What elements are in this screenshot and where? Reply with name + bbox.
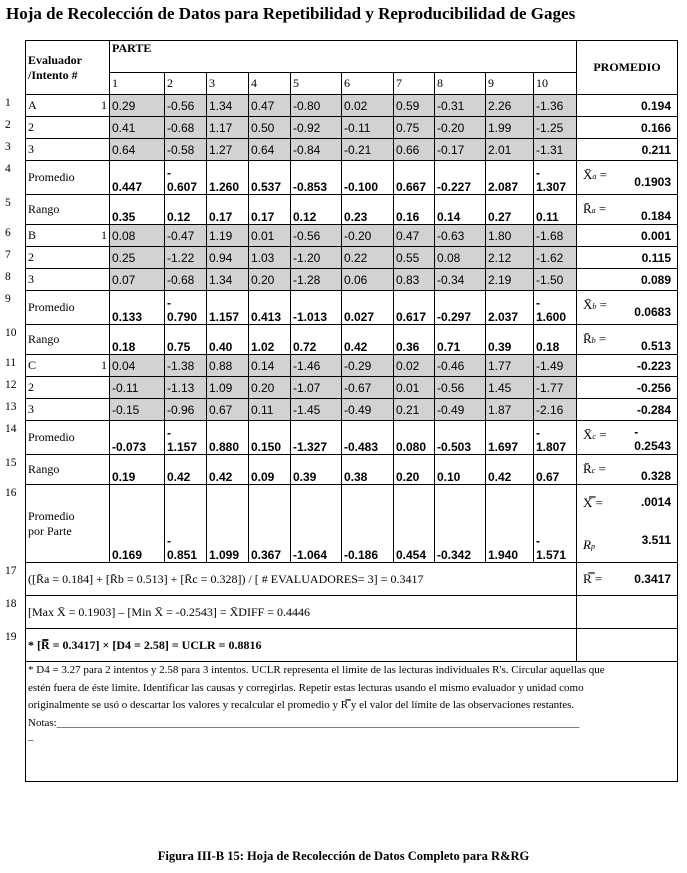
cell: 0.72 <box>291 325 342 355</box>
cell: -0.56 <box>291 225 342 247</box>
part-header-8: 8 <box>435 73 486 95</box>
promedio-cell <box>577 95 678 117</box>
promedio-value: -0.223 <box>636 359 671 373</box>
cell: 1.03 <box>249 247 291 269</box>
promedio-value: 0.089 <box>640 273 671 287</box>
cell: 1.260 <box>207 161 249 195</box>
cell: 0.17 <box>207 195 249 225</box>
cell: -1.064 <box>291 485 342 563</box>
data-row-3 <box>26 139 678 161</box>
promedio-value: 0.184 <box>640 209 671 223</box>
note-text <box>26 662 678 782</box>
stat-symbol: X̄b = <box>583 297 607 312</box>
cell: 1.697 <box>486 421 534 455</box>
row-label: 3 <box>26 399 110 421</box>
cell: 1.02 <box>249 325 291 355</box>
row-number-column <box>5 0 25 740</box>
row-label: 3 <box>26 269 110 291</box>
cell: 0.75 <box>394 117 435 139</box>
promedio-cell <box>577 269 678 291</box>
row-label: Rango <box>26 195 110 225</box>
row-label: A 1 <box>26 95 110 117</box>
cell: -0.58 <box>165 139 207 161</box>
cell: 1.17 <box>207 117 249 139</box>
promedio-cell <box>577 485 678 563</box>
cell: -0.073 <box>110 421 165 455</box>
cell: -1.013 <box>291 291 342 325</box>
cell: -0.34 <box>435 269 486 291</box>
cell: 0.14 <box>249 355 291 377</box>
data-row-15 <box>26 455 678 485</box>
cell: -0.227 <box>435 161 486 195</box>
data-row-6 <box>26 225 678 247</box>
evaluador-header: Evaluador /Intento # <box>26 41 110 95</box>
cell: 0.01 <box>249 225 291 247</box>
cell: 0.38 <box>342 455 394 485</box>
cell: -0.342 <box>435 485 486 563</box>
promedio-value: -0.256 <box>636 381 671 395</box>
part-header-7: 7 <box>394 73 435 95</box>
promedio-value: 0.1903 <box>634 175 671 189</box>
cell: -1.46 <box>291 355 342 377</box>
cell: 0.12 <box>165 195 207 225</box>
part-header-1: 1 <box>110 73 165 95</box>
row-label: Promedio <box>26 291 110 325</box>
cell: 0.617 <box>394 291 435 325</box>
cell: -1.28 <box>291 269 342 291</box>
promedio-cell <box>577 325 678 355</box>
cell: 0.537 <box>249 161 291 195</box>
cell: -0.46 <box>435 355 486 377</box>
cell: 1.87 <box>486 399 534 421</box>
cell: - 1.157 <box>165 421 207 455</box>
data-row-10 <box>26 325 678 355</box>
data-row-14 <box>26 421 678 455</box>
cell: 0.29 <box>110 95 165 117</box>
cell: -0.63 <box>435 225 486 247</box>
promedio-cell <box>577 377 678 399</box>
part-header-10: 10 <box>534 73 577 95</box>
cell: -0.96 <box>165 399 207 421</box>
row-number-1: 1 <box>5 96 11 109</box>
promedio-cell <box>577 247 678 269</box>
cell: 0.39 <box>291 455 342 485</box>
row-number-18: 18 <box>5 597 17 610</box>
cell: -1.327 <box>291 421 342 455</box>
cell: - 1.307 <box>534 161 577 195</box>
promedio-cell <box>577 291 678 325</box>
cell: 0.16 <box>394 195 435 225</box>
gage-rr-table <box>25 40 678 782</box>
stat-symbol-rp: Rp <box>583 537 595 552</box>
cell: 0.11 <box>534 195 577 225</box>
cell: - 0.607 <box>165 161 207 195</box>
stat-symbol: R̄c = <box>583 461 606 476</box>
rbarbar-cell <box>577 563 678 596</box>
row-label: 3 <box>26 139 110 161</box>
cell: 0.11 <box>249 399 291 421</box>
cell: 0.169 <box>110 485 165 563</box>
cell: -1.77 <box>534 377 577 399</box>
cell: -0.853 <box>291 161 342 195</box>
cell: 0.55 <box>394 247 435 269</box>
part-header-9: 9 <box>486 73 534 95</box>
cell: -0.29 <box>342 355 394 377</box>
part-header-3: 3 <box>207 73 249 95</box>
cell: 0.59 <box>394 95 435 117</box>
row-number-2: 2 <box>5 118 11 131</box>
cell: 1.77 <box>486 355 534 377</box>
cell: -0.92 <box>291 117 342 139</box>
data-row-8 <box>26 269 678 291</box>
cell: 0.133 <box>110 291 165 325</box>
cell: 0.42 <box>207 455 249 485</box>
promedio-cell <box>577 421 678 455</box>
cell: 0.413 <box>249 291 291 325</box>
row-number-4: 4 <box>5 162 11 175</box>
cell: 1.99 <box>486 117 534 139</box>
data-row-13 <box>26 399 678 421</box>
cell: 0.50 <box>249 117 291 139</box>
row-label: Rango <box>26 455 110 485</box>
cell: -1.20 <box>291 247 342 269</box>
cell: 0.14 <box>435 195 486 225</box>
cell: 0.64 <box>110 139 165 161</box>
cell: -0.20 <box>435 117 486 139</box>
promedio-value: 0.0683 <box>634 305 671 319</box>
data-row-1 <box>26 95 678 117</box>
row-number-16: 16 <box>5 486 17 499</box>
cell: 0.027 <box>342 291 394 325</box>
promedio-value: 0.194 <box>640 99 671 113</box>
promedio-cell <box>577 225 678 247</box>
cell: 0.42 <box>165 455 207 485</box>
cell: -0.297 <box>435 291 486 325</box>
cell: -0.17 <box>435 139 486 161</box>
data-row-5 <box>26 195 678 225</box>
cell: -0.84 <box>291 139 342 161</box>
cell: 0.39 <box>486 325 534 355</box>
cell: 0.06 <box>342 269 394 291</box>
cell: -1.45 <box>291 399 342 421</box>
cell: 0.42 <box>342 325 394 355</box>
cell: 0.20 <box>249 269 291 291</box>
promedio-cell <box>577 139 678 161</box>
promedio-header: PROMEDIO <box>577 41 678 95</box>
cell: 0.83 <box>394 269 435 291</box>
row-label: 2 <box>26 377 110 399</box>
cell: -1.36 <box>534 95 577 117</box>
cell: - 1.571 <box>534 485 577 563</box>
cell: 0.150 <box>249 421 291 455</box>
cell: 2.19 <box>486 269 534 291</box>
cell: 0.12 <box>291 195 342 225</box>
cell: 0.01 <box>394 377 435 399</box>
cell: -0.31 <box>435 95 486 117</box>
row-label: B 1 <box>26 225 110 247</box>
row-number-6: 6 <box>5 226 11 239</box>
cell: 0.09 <box>249 455 291 485</box>
cell: 0.27 <box>486 195 534 225</box>
part-header-5: 5 <box>291 73 342 95</box>
cell: 2.01 <box>486 139 534 161</box>
cell: -0.80 <box>291 95 342 117</box>
cell: 0.36 <box>394 325 435 355</box>
document-title: Hoja de Recolección de Datos para Repetibilidad y Reproducibilidad de Gages <box>6 4 576 23</box>
row-label: 2 <box>26 247 110 269</box>
cell: 1.09 <box>207 377 249 399</box>
cell: - 1.600 <box>534 291 577 325</box>
cell: 0.22 <box>342 247 394 269</box>
cell: 0.47 <box>394 225 435 247</box>
data-row-7 <box>26 247 678 269</box>
cell: -0.483 <box>342 421 394 455</box>
cell: 1.80 <box>486 225 534 247</box>
data-row-11 <box>26 355 678 377</box>
cell: -0.68 <box>165 269 207 291</box>
cell: -0.503 <box>435 421 486 455</box>
cell: - 0.790 <box>165 291 207 325</box>
cell: -0.56 <box>435 377 486 399</box>
cell: 0.66 <box>394 139 435 161</box>
promedio-value: -0.284 <box>636 403 671 417</box>
row-number-11: 11 <box>5 356 17 369</box>
cell: 0.88 <box>207 355 249 377</box>
ucl-formula: * [R̿ = 0.3417] × [D4 = 2.58] = UCLR = 0.8816 <box>26 629 577 662</box>
data-row-12 <box>26 377 678 399</box>
row-number-7: 7 <box>5 248 11 261</box>
cell: -1.62 <box>534 247 577 269</box>
promedio-cell <box>577 195 678 225</box>
cell: 0.20 <box>394 455 435 485</box>
cell: 0.04 <box>110 355 165 377</box>
cell: 0.08 <box>110 225 165 247</box>
promedio-value: .0014 <box>640 495 671 509</box>
row-label: Promedio <box>26 421 110 455</box>
cell: 1.27 <box>207 139 249 161</box>
rbarbar-value: 0.3417 <box>634 572 671 586</box>
data-row-9 <box>26 291 678 325</box>
cell: -1.50 <box>534 269 577 291</box>
formula-row-19 <box>26 629 678 662</box>
note-dash: – <box>28 734 34 747</box>
cell: 0.19 <box>110 455 165 485</box>
cell: -0.47 <box>165 225 207 247</box>
promedio-cell <box>577 355 678 377</box>
stat-symbol: X̿ = <box>583 495 603 510</box>
cell: 0.080 <box>394 421 435 455</box>
cell: -1.49 <box>534 355 577 377</box>
row-label: C 1 <box>26 355 110 377</box>
parte-header: PARTE <box>110 41 577 73</box>
data-row-2 <box>26 117 678 139</box>
promedio-value: 0.001 <box>640 229 671 243</box>
promedio-value: 0.513 <box>640 339 671 353</box>
formula-row-17 <box>26 563 678 596</box>
cell: 0.47 <box>249 95 291 117</box>
row-number-17: 17 <box>5 564 17 577</box>
cell: -0.49 <box>435 399 486 421</box>
cell: 0.67 <box>207 399 249 421</box>
cell: -0.15 <box>110 399 165 421</box>
cell: -1.13 <box>165 377 207 399</box>
part-header-4: 4 <box>249 73 291 95</box>
row-number-12: 12 <box>5 378 17 391</box>
cell: -0.100 <box>342 161 394 195</box>
stat-symbol: X̄a = <box>583 167 607 182</box>
promedio-value: 0.166 <box>640 121 671 135</box>
promedio-value: 0.328 <box>640 469 671 483</box>
cell: 0.08 <box>435 247 486 269</box>
row-number-9: 9 <box>5 292 11 305</box>
cell: - 0.851 <box>165 485 207 563</box>
cell: 0.02 <box>394 355 435 377</box>
promedio-value: - 0.2543 <box>634 425 671 453</box>
cell: -2.16 <box>534 399 577 421</box>
cell: 2.26 <box>486 95 534 117</box>
cell: 1.940 <box>486 485 534 563</box>
rp-value: 3.511 <box>641 533 671 547</box>
note-line1: * D4 = 3.27 para 2 intentos y 2.58 para 3 intentos. UCLR representa el limite de las lecturas individuales R's. Circular aquellas que <box>28 664 605 676</box>
row-label: Rango <box>26 325 110 355</box>
cell: 1.45 <box>486 377 534 399</box>
cell: 0.23 <box>342 195 394 225</box>
cell: 1.34 <box>207 269 249 291</box>
cell: 2.037 <box>486 291 534 325</box>
row-number-5: 5 <box>5 196 11 209</box>
cell: 0.18 <box>534 325 577 355</box>
cell: -0.56 <box>165 95 207 117</box>
promedio-value: 0.115 <box>641 251 671 265</box>
cell: -1.31 <box>534 139 577 161</box>
cell: 0.454 <box>394 485 435 563</box>
cell: 1.34 <box>207 95 249 117</box>
promedio-cell <box>577 117 678 139</box>
stat-symbol: R̄b = <box>583 331 607 346</box>
cell: 0.21 <box>394 399 435 421</box>
cell: 0.42 <box>486 455 534 485</box>
stat-symbol: R̄a = <box>583 201 607 216</box>
cell: 0.880 <box>207 421 249 455</box>
header-row <box>26 41 678 73</box>
rbar-formula: ([R̄a = 0.184] + [R̄b = 0.513] + [R̄c = 0.328]) / [ # EVALUADORES= 3] = 0.3417 <box>26 563 577 596</box>
cell: 1.19 <box>207 225 249 247</box>
cell: -0.67 <box>342 377 394 399</box>
cell: 0.20 <box>249 377 291 399</box>
cell: 0.667 <box>394 161 435 195</box>
cell: 0.64 <box>249 139 291 161</box>
cell: -0.20 <box>342 225 394 247</box>
cell: -1.68 <box>534 225 577 247</box>
cell: -0.21 <box>342 139 394 161</box>
rbarbar-symbol: R̿ = <box>583 571 603 586</box>
cell: 2.12 <box>486 247 534 269</box>
promedio-cell <box>577 399 678 421</box>
cell: 0.67 <box>534 455 577 485</box>
promedio-value: 0.211 <box>641 143 671 157</box>
cell: -1.38 <box>165 355 207 377</box>
figure-caption: Figura III-B 15: Hoja de Recolección de Datos Completo para R&RG <box>157 849 530 863</box>
cell: 0.41 <box>110 117 165 139</box>
data-row-16 <box>26 485 678 563</box>
row-label: Promedio por Parte <box>26 485 110 563</box>
row-number-15: 15 <box>5 456 17 469</box>
cell: 0.94 <box>207 247 249 269</box>
part-header-2: 2 <box>165 73 207 95</box>
cell: 2.087 <box>486 161 534 195</box>
cell: -0.49 <box>342 399 394 421</box>
row-label: Promedio <box>26 161 110 195</box>
cell: -1.07 <box>291 377 342 399</box>
cell: -0.11 <box>342 117 394 139</box>
promedio-cell <box>577 455 678 485</box>
note-row <box>26 662 678 782</box>
row-number-3: 3 <box>5 140 11 153</box>
cell: 1.099 <box>207 485 249 563</box>
cell: 0.40 <box>207 325 249 355</box>
part-header-6: 6 <box>342 73 394 95</box>
row-number-10: 10 <box>5 326 17 339</box>
cell: 0.25 <box>110 247 165 269</box>
cell: 0.447 <box>110 161 165 195</box>
stat-symbol: X̄c = <box>583 427 607 442</box>
cell: -0.11 <box>110 377 165 399</box>
cell: 1.157 <box>207 291 249 325</box>
note-line3: originalmente se usó o descartar los valores y recalcular el promedio y R̿ y el valor del límite de las observaciones restantes. <box>28 699 575 712</box>
empty-cell <box>577 629 678 662</box>
cell: 0.18 <box>110 325 165 355</box>
cell: 0.367 <box>249 485 291 563</box>
cell: -0.68 <box>165 117 207 139</box>
cell: 0.07 <box>110 269 165 291</box>
row-number-14: 14 <box>5 422 17 435</box>
cell: 0.71 <box>435 325 486 355</box>
cell: 0.10 <box>435 455 486 485</box>
formula-row-18 <box>26 596 678 629</box>
cell: 0.02 <box>342 95 394 117</box>
cell: - 1.807 <box>534 421 577 455</box>
note-notas: Notas:_______________________________________________________________________________________________ <box>28 716 580 729</box>
cell: -0.186 <box>342 485 394 563</box>
data-row-4 <box>26 161 678 195</box>
cell: -1.22 <box>165 247 207 269</box>
empty-cell <box>577 596 678 629</box>
cell: 0.75 <box>165 325 207 355</box>
note-line2: estén fuera de éste limite. Identificar las causas y corregirlas. Repetir estas lecturas usando el mismo evaluador y unidad como <box>28 681 584 694</box>
row-label: 2 <box>26 117 110 139</box>
cell: -1.25 <box>534 117 577 139</box>
row-number-8: 8 <box>5 270 11 283</box>
cell: 0.17 <box>249 195 291 225</box>
xdiff-formula: [Max X̄ = 0.1903] – [Min X̄ = -0.2543] = X̄DIFF = 0.4446 <box>26 596 577 629</box>
row-number-13: 13 <box>5 400 17 413</box>
row-number-19: 19 <box>5 630 17 643</box>
promedio-cell <box>577 161 678 195</box>
cell: 0.35 <box>110 195 165 225</box>
